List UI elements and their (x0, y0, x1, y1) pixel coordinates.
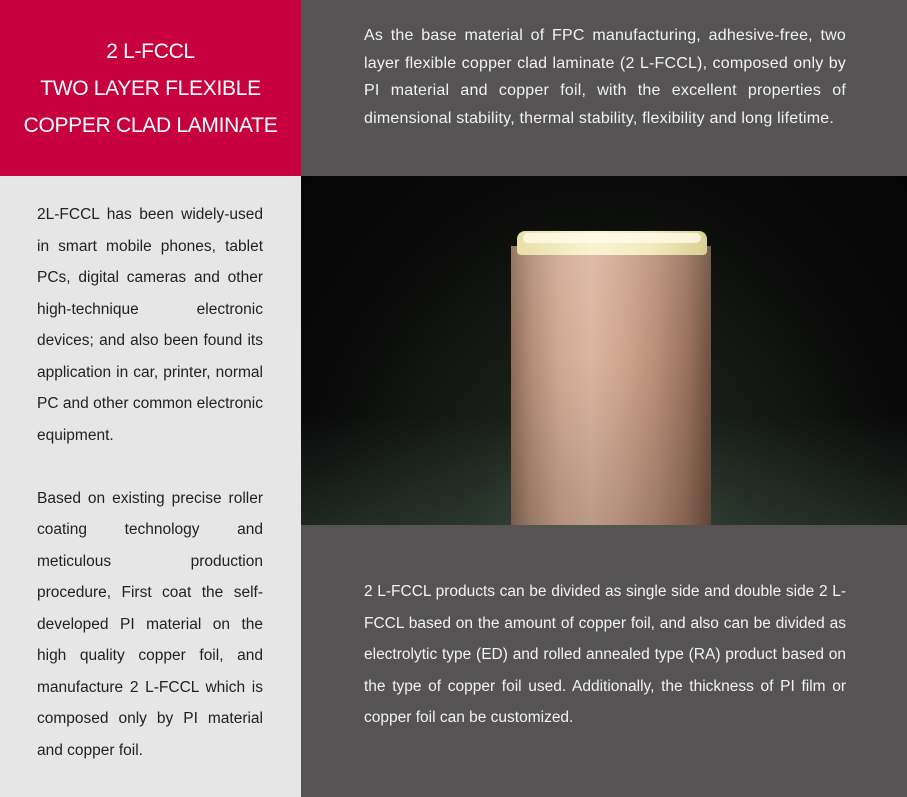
copper-roll-sheen (511, 246, 711, 525)
roll-top-highlight (523, 233, 701, 243)
pi-film-roll-top (517, 231, 707, 255)
applications-panel (0, 176, 301, 797)
product-types-panel (301, 525, 907, 797)
product-types-text: 2 L-FCCL products can be divided as single side and double side 2 L-FCCL based on the amount of copper foil, and also can be divided as electrolytic type (ED) and rolled annealed type (RA) product based on the type of copper foil used. Additionally, the thickness of PI film or copper foil can be customized. (364, 583, 846, 726)
title-line-2: COPPER CLAD LAMINATE (23, 113, 278, 137)
title-line-product-code: 2 L-FCCL (106, 39, 195, 63)
copper-roll-body (511, 246, 711, 525)
product-photo (301, 176, 907, 525)
production-paragraph: Based on existing precise roller coating technology and meticulous production procedure, First coat the self-developed PI material on the high quality copper foil, and manufacture 2 L-FCCL which is composed only by PI material and copper foil. (37, 489, 263, 759)
product-title-block (0, 0, 301, 176)
intro-text: As the base material of FPC manufacturing, adhesive-free, two layer flexible copper clad laminate (2 L-FCCL), composed only by PI material and copper foil, with the excellent properties of dimensional stability, thermal stability, flexibility and long lifetime. (364, 27, 846, 127)
intro-panel (301, 0, 907, 176)
title-line-1: TWO LAYER FLEXIBLE (40, 76, 261, 100)
applications-paragraph: 2L-FCCL has been widely-used in smart mobile phones, tablet PCs, digital cameras and other high-technique electronic devices; and also been found its application in car, printer, normal PC and other common electronic equipment. (37, 206, 263, 444)
